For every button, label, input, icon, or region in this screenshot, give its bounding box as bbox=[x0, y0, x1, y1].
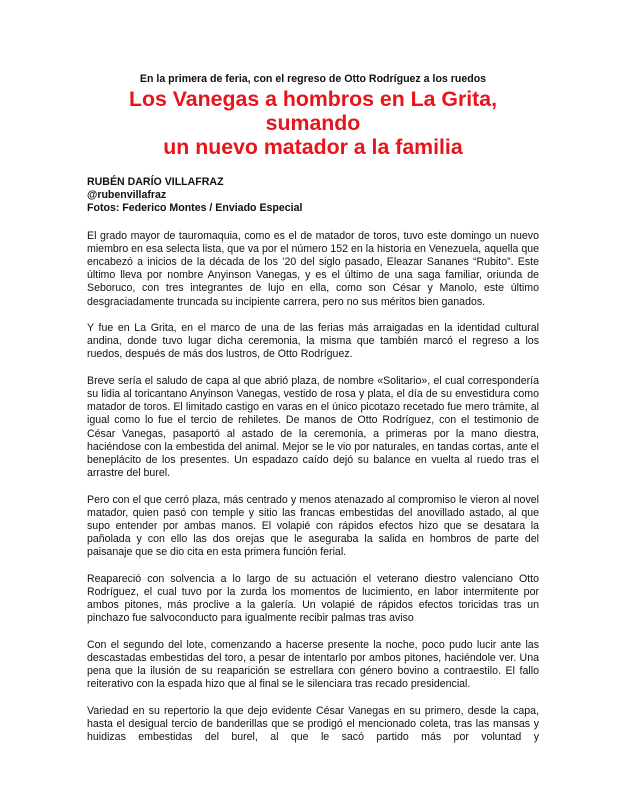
headline-line-2: un nuevo matador a la familia bbox=[163, 135, 463, 159]
byline bbox=[87, 176, 539, 216]
paragraph: El grado mayor de tauromaquia, como es el de matador de toros, tuvo este domingo un nuevo miembro en esa selecta lista, que va por el número 152 en la historia en Venezuela, aquella que encabezó a inicios de la década de los ’20 del siglo pasado, Eleazar Sananes “Rubito”. Este último lleva por nombre Anyinson Vanegas, y es el último de una saga familiar, oriunda de Seboruco, con tres integrantes de lujo en ella, como son César y Manolo, este último desgraciadamente truncada su incipiente carrera, pero no sus méritos bien ganados. bbox=[87, 229, 539, 308]
paragraph: Reapareció con solvencia a lo largo de su actuación el veterano diestro valenciano Otto Rodríguez, el cual tuvo por la zurda los momentos de lucimiento, en labor intermitente por ambos pitones, más proclive a la galería. Un volapié de rápidos efectos toricidas tras un pinchazo fue salvoconducto para igualmente recibir palmas tras aviso bbox=[87, 572, 539, 625]
paragraph: Con el segundo del lote, comenzando a hacerse presente la noche, poco pudo lucir ante las descastadas embestidas del toro, a pesar de intentarlo por ambos pitones, haciéndole ver. Una pena que la ilusión de su reaparición se estrellara con género bovino a contraestilo. El fallo reiterativo con la espada hizo que al final se le silenciara tras recado presidencial. bbox=[87, 638, 539, 691]
article-kicker: En la primera de feria, con el regreso de Otto Rodríguez a los ruedos bbox=[139, 73, 487, 85]
paragraph: Variedad en su repertorio la que dejo evidente César Vanegas en su primero, desde la capa, hasta el desigual tercio de banderillas que se prodigó el mencionado coleta, tras las mansas y huidizas embestidas del burel, al que le sacó partido más por voluntad y bbox=[87, 704, 539, 744]
author-name: RUBÉN DARÍO VILLAFRAZ bbox=[87, 176, 224, 188]
article-page bbox=[87, 73, 539, 758]
photo-credits: Fotos: Federico Montes / Enviado Especial bbox=[87, 202, 303, 215]
author-handle: @rubenvillafraz bbox=[87, 189, 167, 202]
paragraph: Y fue en La Grita, en el marco de una de las ferias más arraigadas en la identidad cultural andina, donde tuvo lugar dicha ceremonia, la misma que también marcó el regreso a los ruedos, después de más dos lustros, de Otto Rodríguez. bbox=[87, 322, 539, 361]
headline-line-1: Los Vanegas a hombros en La Grita, sumando bbox=[128, 87, 498, 135]
paragraph: Breve sería el saludo de capa al que abrió plaza, de nombre «Solitario», el cual correspondería su lidia al toricantano Anyinson Vanegas, vestido de rosa y plata, el día de su envestidura como matador de toros. El limitado castigo en varas en el único picotazo recetado fue mero trámite, al igual como lo fue el tercio de rehiletes. De manos de Otto Rodríguez, con el testimonio de César Vanegas, pasaportó al astado de la ceremonia, a primeras por la mano diestra, haciéndose con la embestida del animal. Mejor se le vio por naturales, en tandas cortas, ante el beneplácito de los presentes. Un espadazo caído dejó su balance en vuelta al ruedo tras el arrastre del burel. bbox=[87, 374, 539, 480]
article-body bbox=[87, 230, 539, 745]
article-headline bbox=[79, 87, 547, 159]
paragraph: Pero con el que cerró plaza, más centrado y menos atenazado al compromiso le vieron al novel matador, quien pasó con temple y sitio las francas embestidas del anovillado astado, al que supo entender por ambas manos. El volapié con rápidos efectos hizo que se desatara la pañolada y con ello las dos orejas que le aseguraba la salida en hombros de parte del paisanaje que se dio cita en esta primera función ferial. bbox=[87, 493, 539, 559]
